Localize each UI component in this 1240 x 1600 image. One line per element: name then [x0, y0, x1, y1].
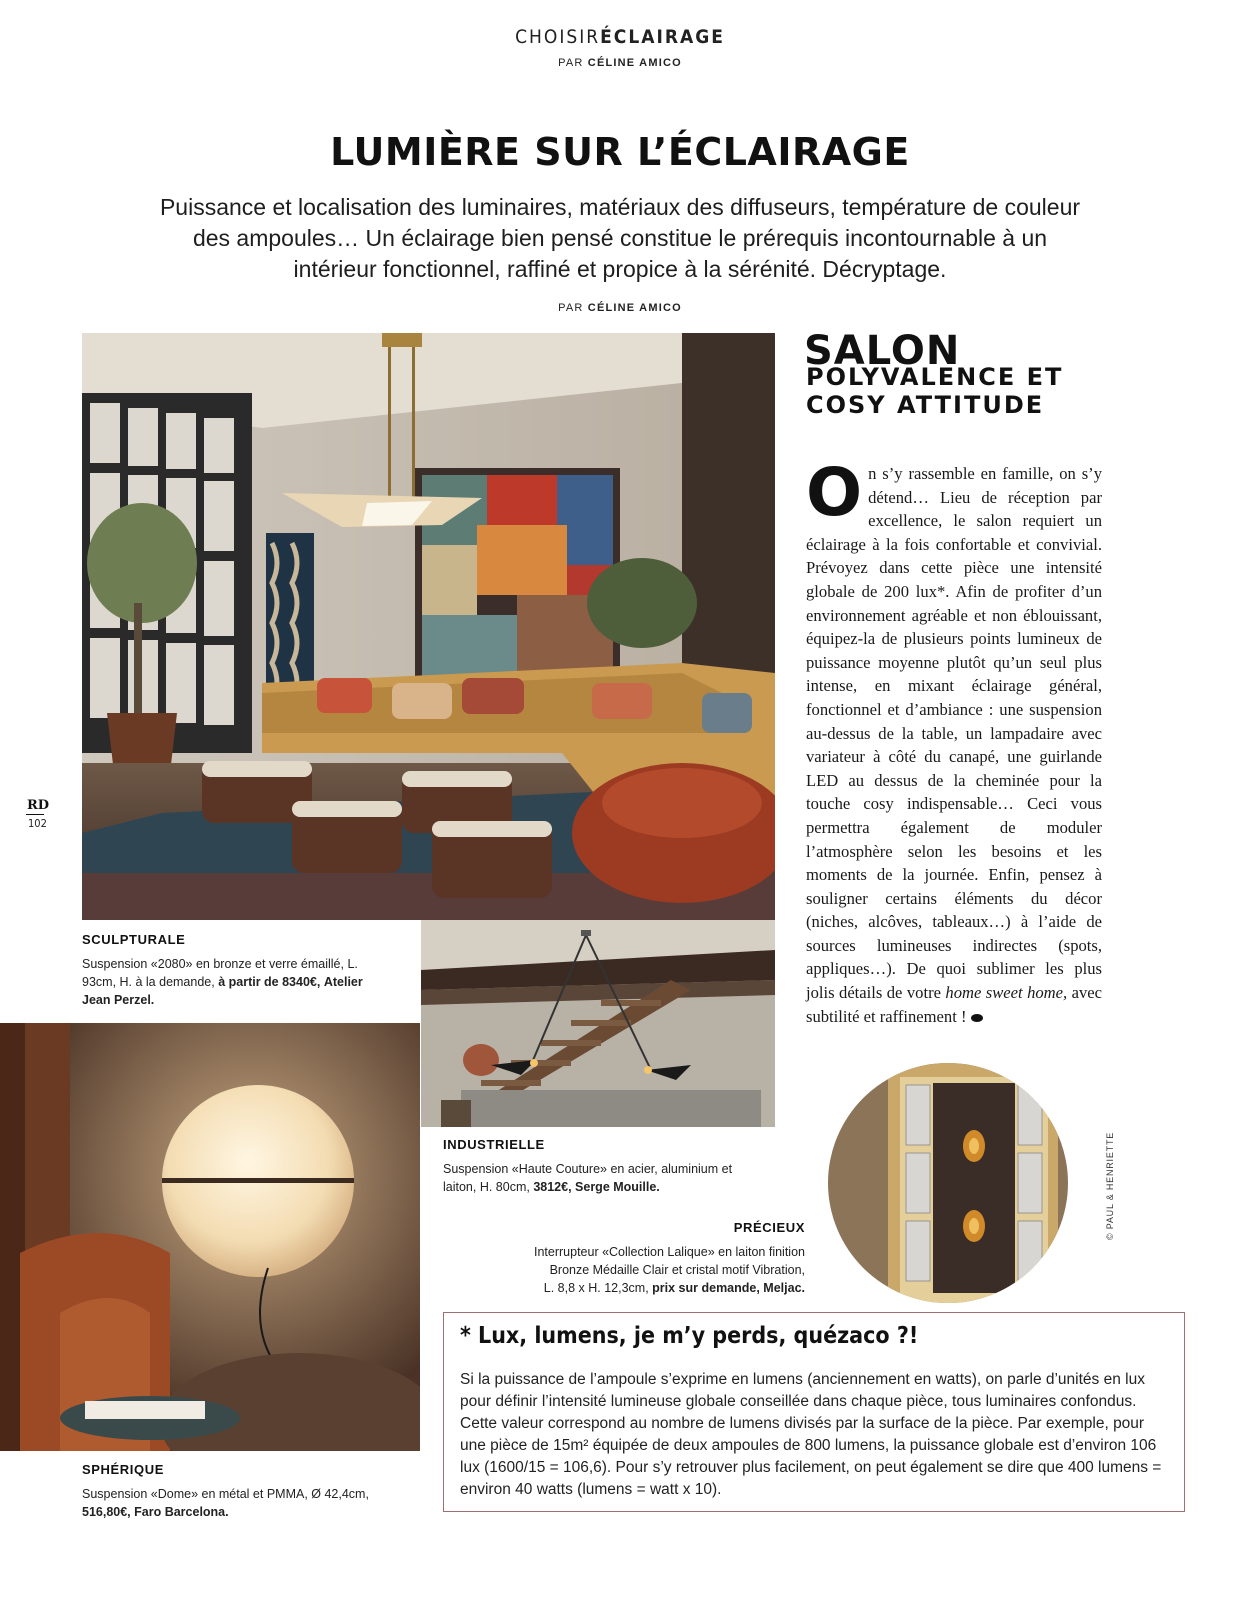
page-number: 102: [28, 817, 47, 830]
caption-price: 3812€, Serge Mouille.: [533, 1180, 660, 1194]
byline-prefix: PAR: [558, 57, 588, 69]
caption-text: [82, 955, 392, 1009]
article-intro: Puissance et localisation des luminaires, matériaux des diffuseurs, température de couleur des ampoules… Un éclairage bien pensé constitue le prérequis incontournable à un intérieur fonctionnel, raffiné et propice à la sérénité. Décryptage.: [159, 194, 1081, 282]
lalique-switch-photo: [828, 1063, 1068, 1303]
caption-title: SCULPTURALE: [82, 932, 186, 947]
byline-author: CÉLINE AMICO: [587, 57, 682, 69]
body-paragraph: n s’y rassemble en famille, on s’y détend… Lieu de réception par excellence, le salon requiert un éclairage à la fois confortable et convivial. Prévoyez dans cette pièce une intensité globale de 200 lux*. Afin de profiter d’un environnement agréable et non éblouissant, équipez-la de plusieurs points lumineux de puissance moyenne plutôt qu’un seul plus intense, en mixant éclairage général, fonctionnel et d’ambiance : une suspension au-dessus de la table, un lampadaire avec variateur à côté du canapé, une guirlande LED au dessus de la cheminée pour la touche cosy indispensable… Ceci vous permettra également de moduler l’atmosphère selon les besoins et les moments de la journée. Enfin, pensez à souligner certains éléments du décor (niches, alcôves, tableaux…) à l’aide de sources lumineuses indirectes (spots, appliques…). De quoi sublimer les plus jolis détails de votre: [806, 464, 1102, 1003]
caption-price: 516,80€, Faro Barcelona.: [82, 1505, 229, 1519]
caption-precieux: [460, 1220, 805, 1297]
section-subtitle: POLYVALENCE ET COSY ATTITUDE: [806, 363, 1064, 419]
drop-cap: O: [806, 454, 863, 531]
body-paragraph-end: avec subtilité et raffinement !: [806, 983, 1102, 1026]
living-room-photo: [82, 333, 775, 920]
byline-author: CÉLINE AMICO: [587, 302, 682, 314]
caption-text: [82, 1485, 382, 1521]
lux-info-box: [443, 1312, 1185, 1512]
caption-sculpturale: [82, 932, 392, 1009]
end-mark-icon: [971, 1014, 983, 1022]
caption-spherique: [82, 1462, 382, 1521]
article-title: LUMIÈRE SUR L’ÉCLAIRAGE: [330, 130, 910, 174]
caption-line: Interrupteur «Collection Lalique» en laiton finition: [533, 1245, 805, 1259]
article-byline: [0, 302, 1240, 314]
caption-line: Bronze Médaille Clair et cristal motif Vibration,: [549, 1263, 805, 1277]
caption-title: SPHÉRIQUE: [82, 1462, 164, 1477]
rubric-bold: ÉCLAIRAGE: [600, 26, 725, 48]
folio-divider: [26, 814, 44, 815]
section-title: SALON: [804, 328, 961, 374]
caption-desc: Suspension «Dome» en métal et PMMA, Ø 42,4cm,: [82, 1487, 369, 1501]
caption-line: [460, 1279, 805, 1297]
caption-title: PRÉCIEUX: [733, 1220, 805, 1235]
body-text: [806, 454, 1102, 1028]
caption-desc: Suspension «2080» en bronze et verre émaillé, L. 93cm, H. à la demande,: [82, 957, 358, 989]
caption-dim: L. 8,8 x H. 12,3cm,: [543, 1281, 653, 1295]
section-rubric: [0, 26, 1240, 48]
photo-credit: © PAUL & HENRIETTE: [1105, 1131, 1115, 1240]
magazine-logo: RD: [27, 798, 50, 813]
industrial-lamp-photo: [421, 920, 775, 1127]
caption-text: [460, 1243, 805, 1297]
body-italic: home sweet home,: [945, 983, 1068, 1003]
caption-industrielle: [443, 1137, 753, 1196]
caption-price: prix sur demande, Meljac.: [652, 1281, 805, 1295]
caption-text: [443, 1160, 753, 1196]
caption-brand: Atelier Jean Perzel.: [82, 975, 363, 1007]
rubric-light: CHOISIR: [515, 26, 601, 48]
header-byline: [0, 57, 1240, 69]
spherical-lamp-photo: [0, 1023, 420, 1451]
caption-price: à partir de 8340€,: [218, 975, 321, 989]
caption-desc: Suspension «Haute Couture» en acier, aluminium et laiton, H. 80cm,: [443, 1162, 733, 1194]
byline-prefix: PAR: [558, 302, 588, 314]
box-title: * Lux, lumens, je m’y perds, quézaco ?!: [460, 1323, 919, 1349]
caption-title: INDUSTRIELLE: [443, 1137, 545, 1152]
box-text: Si la puissance de l’ampoule s’exprime en lumens (anciennement en watts), on parle d’unités en lux pour définir l’intensité lumineuse globale conseillée dans chaque pièce, tous luminaires confondus. Cette valeur correspond au nombre de lumens divisés par la surface de la pièce. Par exemple, pour une pièce de 15m² équipée de deux ampoules de 800 lumens, la puissance globale est d’environ 106 lux (1600/15 = 106,6). Pour s’y retrouver plus facilement, on peut également se dire que 400 lumens = environ 40 watts (lumens = watt x 10).: [460, 1371, 1162, 1498]
